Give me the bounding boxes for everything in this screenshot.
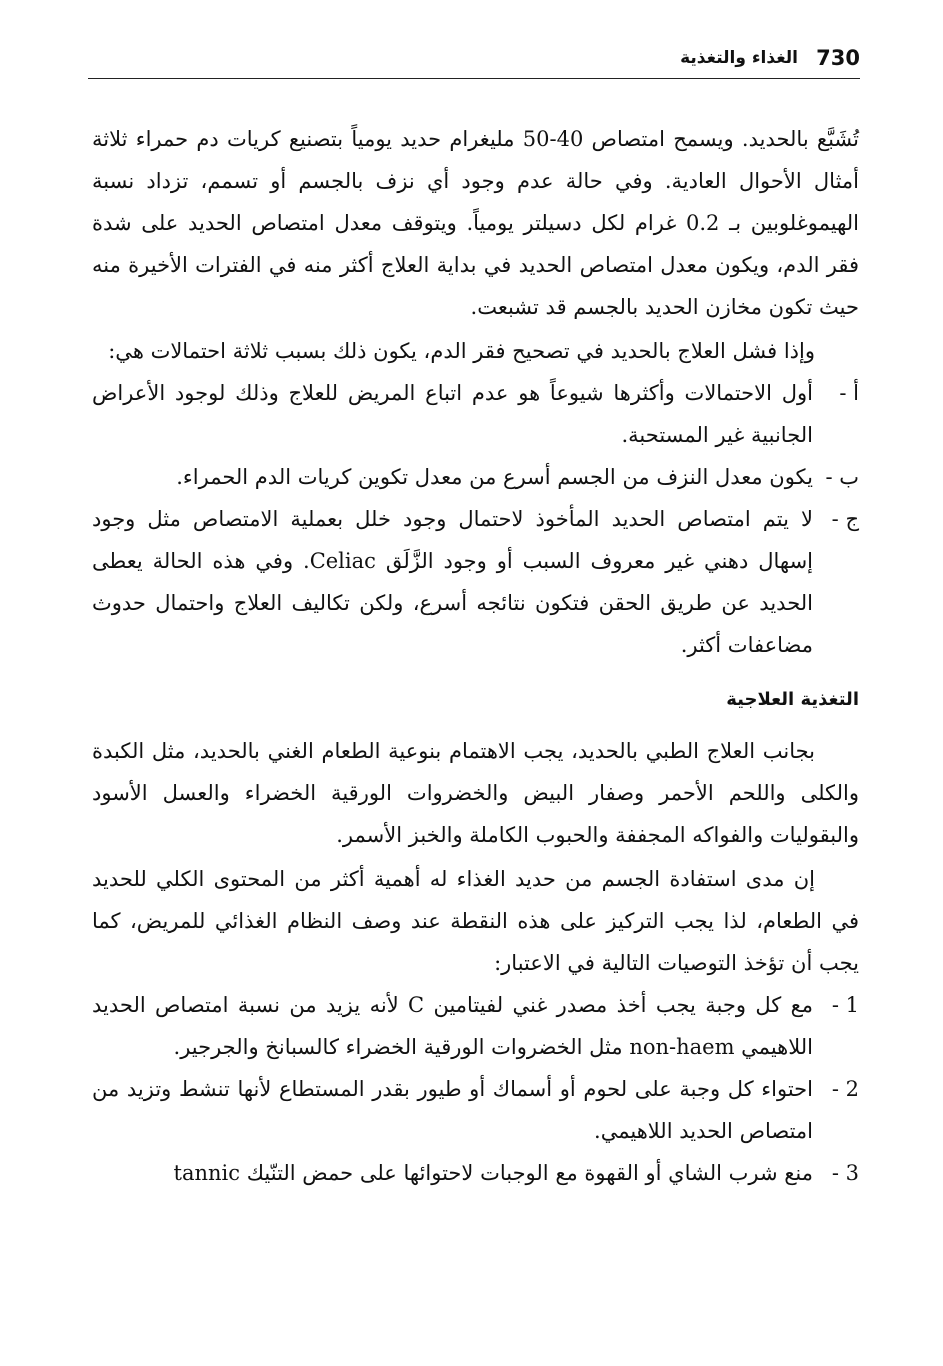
list-item-text: لا يتم امتصاص الحديد المأخوذ لاحتمال وجود خلل بعملية الامتصاص مثل وجود إسهال دهني غير معروف السبب أو وجود الزَّلَق Celiac. وفي هذه الحالة يعطى الحديد عن طريق الحقن فتكون نتائجه أسرع، ولكن تكاليف العلاج واحتمال حدوث مضاعفات أكثر. — [92, 507, 814, 657]
list-item — [92, 984, 859, 1068]
list-item-text: منع شرب الشاي أو القهوة مع الوجبات لاحتوائها على حمض التنّيك tannic — [173, 1161, 813, 1185]
list-marker: 2 - — [831, 1077, 859, 1101]
list-item — [92, 372, 859, 456]
paragraph: وإذا فشل العلاج بالحديد في تصحيح فقر الدم، يكون ذلك بسبب ثلاثة احتمالات هي: — [108, 339, 815, 363]
paragraph: تُشَبَّع بالحديد. ويسمح امتصاص 40-50 مليغرام حديد يومياً بتصنيع كريات دم حمراء ثلاثة أمثال الأحوال العادية. وفي حالة عدم وجود أي نزف بالجسم أو تسمم، تزداد نسبة الهيموغلوبين بـ 0.2 غرام لكل دسيلتر يومياً. ويتوقف معدل امتصاص الحديد على شدة فقر الدم، ويكون معدل امتصاص الحديد في بداية العلاج أكثر منه في الفترات الأخيرة منه حيث تكون مخازن الحديد بالجسم قد تشبعت. — [92, 127, 859, 319]
list-item-text: مع كل وجبة يجب أخذ مصدر غني لفيتامين C لأنه يزيد من نسبة امتصاص الحديد اللاهيمي non-haem مثل الخضروات الورقية الخضراء كالسبانخ والجرجير. — [92, 993, 814, 1059]
list-item-text: احتواء كل وجبة على لحوم أو أسماك أو طيور بقدر المستطاع لأنها تنشط وتزيد من امتصاص الحديد اللاهيمي. — [92, 1077, 813, 1143]
list-item-text: أول الاحتمالات وأكثرها شيوعاً هو عدم اتباع المريض للعلاج وذلك لوجود الأعراض الجانبية غير المستحبة. — [92, 381, 813, 447]
page-number: 730 — [816, 46, 860, 70]
list-marker: 1 - — [831, 993, 859, 1017]
list-item-text: يكون معدل النزف من الجسم أسرع من معدل تكوين كريات الدم الحمراء. — [176, 465, 813, 489]
list-marker: 3 - — [831, 1161, 859, 1185]
body-text — [92, 118, 859, 1194]
paragraph: إن مدى استفادة الجسم من حديد الغذاء له أهمية أكثر من المحتوى الكلي للحديد في الطعام، لذا يجب التركيز على هذه النقطة عند وصف النظام الغذائي للمريض، كما يجب أن تؤخذ التوصيات التالية في الاعتبار: — [92, 867, 859, 975]
paragraph: بجانب العلاج الطبي بالحديد، يجب الاهتمام بنوعية الطعام الغني بالحديد، مثل الكبدة والكلى واللحم الأحمر وصفار البيض والخضروات الورقية الخضراء والعسل الأسود والبقوليات والفواكه المجففة والحبوب الكاملة والخبز الأسمر. — [92, 739, 859, 847]
list-marker: ج - — [831, 507, 859, 531]
section-heading: التغذية العلاجية — [726, 689, 859, 710]
list-item — [92, 1068, 859, 1152]
list-marker: أ - — [839, 381, 859, 405]
list-item — [92, 498, 859, 666]
page-header — [88, 42, 860, 79]
list-marker: ب - — [825, 465, 859, 489]
list-item — [92, 456, 859, 498]
running-title: الغذاء والتغذية — [680, 48, 798, 68]
list-item — [92, 1152, 859, 1194]
